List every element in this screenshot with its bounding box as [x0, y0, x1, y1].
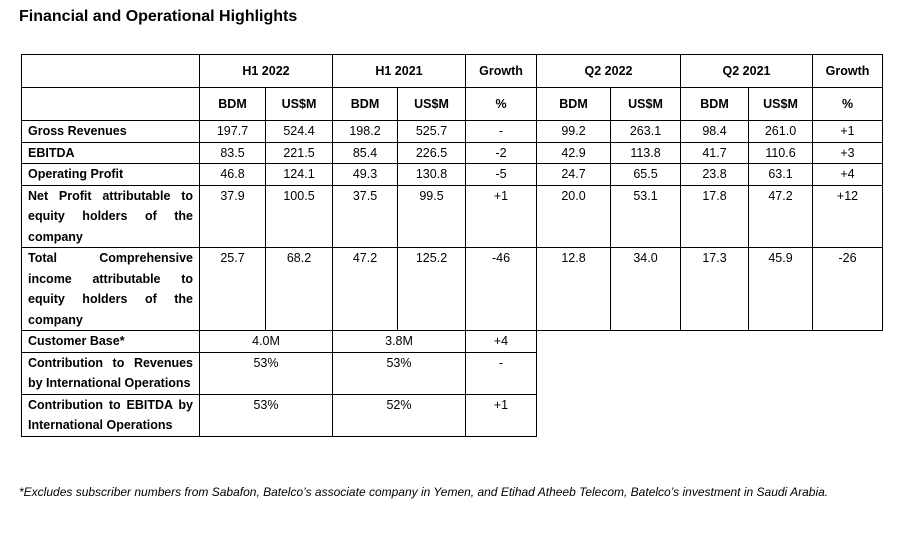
table-cell: 99.2	[537, 121, 611, 143]
table-cell: 226.5	[398, 142, 466, 164]
table-cell: 98.4	[681, 121, 749, 143]
table-cell: 525.7	[398, 121, 466, 143]
header-h1-2021: H1 2021	[333, 55, 466, 88]
customer-base-growth: +4	[466, 331, 537, 353]
row-label: Total Comprehensive income attributable to equity holders of the company	[22, 248, 200, 331]
table-cell: 34.0	[611, 248, 681, 331]
row-label: Net Profit attributable to equity holders of the company	[22, 185, 200, 248]
contrib-revenues-h1-2021: 53%	[333, 352, 466, 394]
table-cell: 23.8	[681, 164, 749, 186]
customer-base-h1-2021: 3.8M	[333, 331, 466, 353]
contrib-ebitda-h1-2022: 53%	[200, 394, 333, 436]
contrib-revenues-growth: -	[466, 352, 537, 394]
table-cell: 20.0	[537, 185, 611, 248]
table-cell: 63.1	[749, 164, 813, 186]
header-corner	[22, 55, 200, 88]
table-cell: 65.5	[611, 164, 681, 186]
table-cell: 261.0	[749, 121, 813, 143]
table-cell: 130.8	[398, 164, 466, 186]
empty-area	[537, 394, 883, 436]
table-cell: +4	[813, 164, 883, 186]
contrib-ebitda-row	[22, 394, 883, 436]
table-cell: 37.5	[333, 185, 398, 248]
footnote: *Excludes subscriber numbers from Sabafon, Batelco’s associate company in Yemen, and Etihad Atheeb Telecom, Batelco’s investment in Saudi Arabia.	[19, 485, 829, 499]
table-cell: +12	[813, 185, 883, 248]
table-cell: 100.5	[266, 185, 333, 248]
customer-base-h1-2022: 4.0M	[200, 331, 333, 353]
table-cell: 46.8	[200, 164, 266, 186]
header-bdm: BDM	[333, 88, 398, 121]
table-cell: 99.5	[398, 185, 466, 248]
row-label: Contribution to Revenues by International Operations	[22, 352, 200, 394]
table-cell: -26	[813, 248, 883, 331]
table-cell: 113.8	[611, 142, 681, 164]
table-cell: 221.5	[266, 142, 333, 164]
header-bdm: BDM	[681, 88, 749, 121]
contrib-ebitda-growth: +1	[466, 394, 537, 436]
row-label: Gross Revenues	[22, 121, 200, 143]
header-row-units	[22, 88, 883, 121]
table-cell: 37.9	[200, 185, 266, 248]
header-usd: US$M	[398, 88, 466, 121]
table-cell: 47.2	[333, 248, 398, 331]
table-cell: -2	[466, 142, 537, 164]
header-h1-2022: H1 2022	[200, 55, 333, 88]
table-cell: -46	[466, 248, 537, 331]
header-pct: %	[466, 88, 537, 121]
contrib-ebitda-h1-2021: 52%	[333, 394, 466, 436]
table-row	[22, 248, 883, 331]
contrib-revenues-h1-2022: 53%	[200, 352, 333, 394]
row-label: Contribution to EBITDA by International Operations	[22, 394, 200, 436]
table-cell: 125.2	[398, 248, 466, 331]
header-usd: US$M	[266, 88, 333, 121]
table-row	[22, 185, 883, 248]
table-cell: 83.5	[200, 142, 266, 164]
header-q2-2022: Q2 2022	[537, 55, 681, 88]
header-usd: US$M	[749, 88, 813, 121]
table-cell: 41.7	[681, 142, 749, 164]
row-label: Operating Profit	[22, 164, 200, 186]
highlights-table	[21, 54, 883, 437]
header-growth-q2: Growth	[813, 55, 883, 88]
table-cell: 85.4	[333, 142, 398, 164]
table-cell: 198.2	[333, 121, 398, 143]
row-label: Customer Base*	[22, 331, 200, 353]
table-cell: 110.6	[749, 142, 813, 164]
customer-base-row	[22, 331, 883, 353]
table-cell: 42.9	[537, 142, 611, 164]
table-cell: 45.9	[749, 248, 813, 331]
header-bdm: BDM	[200, 88, 266, 121]
empty-area	[537, 331, 883, 353]
table-cell: 68.2	[266, 248, 333, 331]
row-label: EBITDA	[22, 142, 200, 164]
table-cell: 53.1	[611, 185, 681, 248]
table-cell: 197.7	[200, 121, 266, 143]
table-cell: -5	[466, 164, 537, 186]
table-cell: 124.1	[266, 164, 333, 186]
table-cell: 47.2	[749, 185, 813, 248]
table-row	[22, 142, 883, 164]
header-q2-2021: Q2 2021	[681, 55, 813, 88]
table-row	[22, 164, 883, 186]
page-title: Financial and Operational Highlights	[19, 8, 298, 25]
header-corner-units	[22, 88, 200, 121]
table-cell: 12.8	[537, 248, 611, 331]
header-usd: US$M	[611, 88, 681, 121]
header-row-periods	[22, 55, 883, 88]
table-cell: -	[466, 121, 537, 143]
table-cell: 17.8	[681, 185, 749, 248]
table-cell: 24.7	[537, 164, 611, 186]
contrib-revenues-row	[22, 352, 883, 394]
table-cell: 49.3	[333, 164, 398, 186]
header-growth-h1: Growth	[466, 55, 537, 88]
header-pct: %	[813, 88, 883, 121]
table-cell: 524.4	[266, 121, 333, 143]
table-cell: +1	[813, 121, 883, 143]
table-cell: +3	[813, 142, 883, 164]
table-cell: +1	[466, 185, 537, 248]
empty-area	[537, 352, 883, 394]
header-bdm: BDM	[537, 88, 611, 121]
table-cell: 263.1	[611, 121, 681, 143]
table-cell: 17.3	[681, 248, 749, 331]
table-cell: 25.7	[200, 248, 266, 331]
table-row	[22, 121, 883, 143]
